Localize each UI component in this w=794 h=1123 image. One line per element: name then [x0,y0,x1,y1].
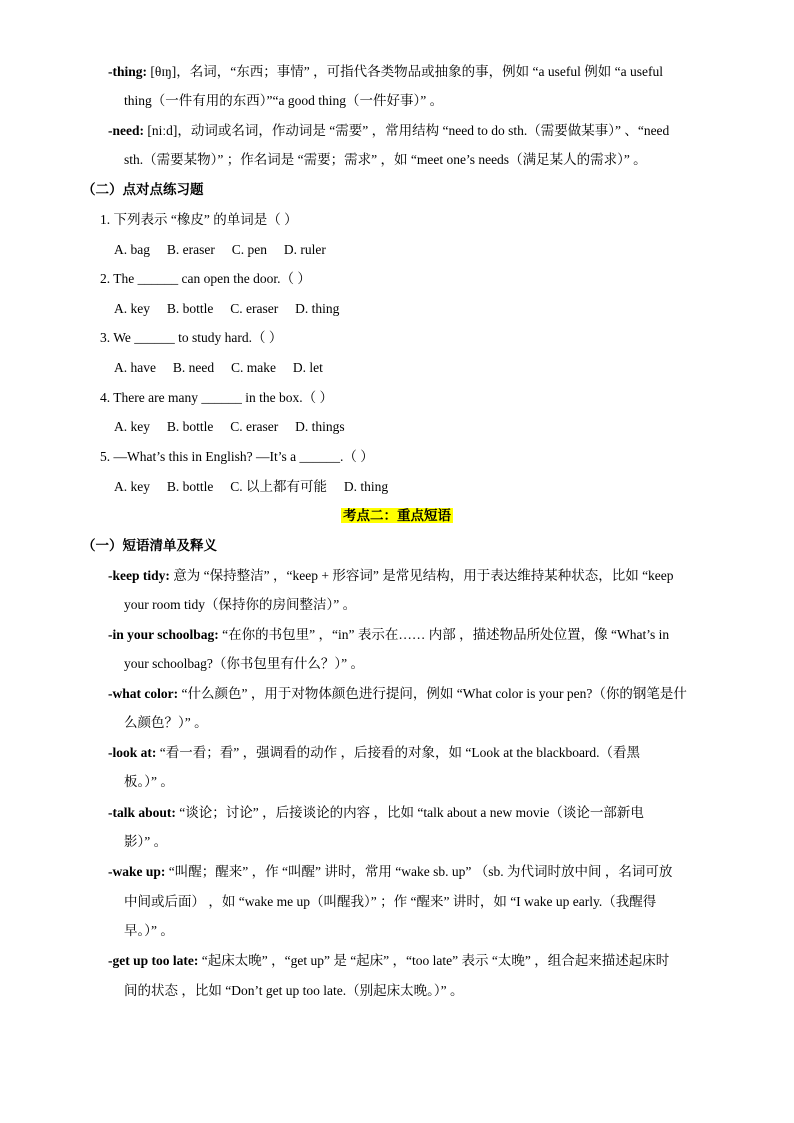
phrase-what-color [108,684,687,704]
phrase-keep-tidy [108,566,674,586]
vocab-definition: [niːd]，动词或名词，作动词是 “需要” ，常用结构 “need to do sth.（需要做某事）” 、“need [144,123,670,138]
question-3-options: A. have B. need C. make D. let [114,360,323,375]
section-heading-exercises: （二）点对点练习题 [82,182,204,197]
phrase-get-up-too-late [108,951,669,971]
phrase-definition: “谈论；讨论” ，后接谈论的内容 ，比如 “talk about a new movie（谈论一部新电 [175,805,644,820]
vocab-term: -need: [108,123,144,138]
question-1-options: A. bag B. eraser C. pen D. ruler [114,242,326,257]
phrase-definition: “什么颜色” ，用于对物体颜色进行提问，例如 “What color is your pen?（你的钢笔是什 [178,686,687,701]
phrase-look-at-cont: 板。）” 。 [124,774,174,789]
phrase-talk-about [108,803,644,823]
phrase-term: -in your schoolbag: [108,627,219,642]
phrase-get-up-too-late-cont: 间的状态 ，比如 “Don’t get up too late.（别起床太晚。）” 。 [124,983,464,998]
question-3: 3. We ______ to study hard.（ ） [100,330,283,345]
vocab-definition: [θɪŋ]，名词，“东西；事情” ，可指代各类物品或抽象的事，例如 “a useful 例如 “a useful [147,64,663,79]
phrase-in-your-schoolbag [108,625,669,645]
phrase-definition: “起床太晚” ，“get up” 是 “起床” ，“too late” 表示 “太晚” ，组合起来描述起床时 [198,953,670,968]
question-5-options: A. key B. bottle C. 以上都有可能 D. thing [114,479,389,494]
phrase-talk-about-cont: 影）” 。 [124,834,168,849]
vocab-entry-thing [108,62,663,82]
phrase-in-your-schoolbag-cont: your schoolbag?（你书包里有什么？）” 。 [124,656,364,671]
phrase-what-color-cont: 么颜色？）” 。 [124,715,208,730]
phrase-term: -get up too late: [108,953,199,968]
phrase-term: -keep tidy: [108,568,170,583]
phrase-term: -look at: [108,745,157,760]
phrase-wake-up-cont2: 早。）” 。 [124,923,174,938]
phrase-term: -wake up: [108,864,166,879]
phrase-definition: “叫醒；醒来” ，作 “叫醒” 讲时，常用 “wake sb. up” （sb. 为代词时放中间 ，名词可放 [165,864,673,879]
question-2: 2. The ______ can open the door.（ ） [100,271,311,286]
vocab-entry-need-cont: sth.（需要某物）” ；作名词是 “需要；需求” ，如 “meet one’s needs（满足某人的需求）” 。 [124,152,647,167]
topic-heading-row [0,506,794,526]
phrase-wake-up [108,862,672,882]
question-1: 1. 下列表示 “橡皮” 的单词是（ ） [100,212,298,227]
question-4: 4. There are many ______ in the box.（ ） [100,390,333,405]
phrase-definition: “在你的书包里” ，“in” 表示在…… 内部 ，描述物品所处位置，像 “What’s in [218,627,670,642]
phrase-keep-tidy-cont: your room tidy（保持你的房间整洁）” 。 [124,597,357,612]
phrase-look-at [108,743,640,763]
phrase-definition: “看一看；看” ，强调看的动作 ，后接看的对象，如 “Look at the blackboard.（看黑 [156,745,641,760]
question-2-options: A. key B. bottle C. eraser D. thing [114,301,340,316]
phrase-term: -what color: [108,686,179,701]
phrase-definition: 意为 “保持整洁” ，“keep + 形容词” 是常见结构，用于表达维持某种状态，比如 “keep [169,568,674,583]
phrase-term: -talk about: [108,805,176,820]
vocab-entry-thing-cont: thing（一件有用的东西）”“a good thing（一件好事）” 。 [124,93,444,108]
question-5: 5. —What’s this in English? —It’s a ______.（ ） [100,449,374,464]
vocab-term: -thing: [108,64,148,79]
question-4-options: A. key B. bottle C. eraser D. things [114,419,345,434]
section-heading-phrases: （一）短语清单及释义 [82,538,217,553]
vocab-entry-need [108,121,669,141]
topic2-heading: 考点二：重点短语 [343,508,451,523]
phrase-wake-up-cont: 中间或后面） ，如 “wake me up（叫醒我）” ；作 “醒来” 讲时，如 “I wake up early.（我醒得 [124,894,657,909]
